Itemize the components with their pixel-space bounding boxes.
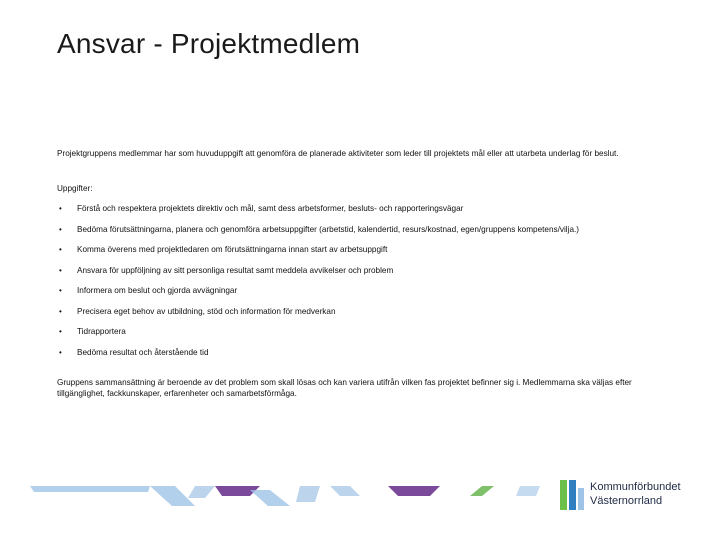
list-item — [57, 224, 667, 245]
bullet: • — [59, 204, 62, 213]
stripe-shape — [250, 490, 290, 506]
task-text: Bedöma resultat och återstående tid — [77, 347, 209, 357]
slide-body — [57, 148, 667, 399]
task-text: Informera om beslut och gjorda avvägningar — [77, 286, 238, 295]
list-item — [57, 244, 667, 265]
list-item — [57, 285, 667, 306]
list-item — [57, 326, 667, 347]
list-item — [57, 203, 667, 224]
outro-paragraph: Gruppens sammansättning är beroende av det problem som skall lösas och kan variera utifrån vilken fas projektet befinner sig i. Medlemmarna ska väljas efter tillgänglighet, fackkunskaper, erfarenheter och samarbetsförmåga. — [57, 378, 632, 398]
bullet: • — [59, 306, 62, 316]
stripe-shape — [188, 486, 215, 498]
logo-line-2: Västernorrland — [590, 495, 663, 507]
stripe-shape — [516, 486, 540, 496]
intro-paragraph: Projektgruppens medlemmar har som huvuduppgift att genomföra de planerade aktiviteter som leder till projektets mål eller att utarbeta underlag för beslut. — [57, 149, 619, 158]
list-item — [57, 265, 667, 286]
stripe-shape — [388, 486, 440, 496]
stripe-shape — [150, 486, 195, 506]
list-item — [57, 306, 667, 327]
tasks-heading: Uppgifter: — [57, 184, 93, 193]
stripe-shape — [330, 486, 360, 496]
bullet: • — [59, 347, 62, 357]
bullet: • — [59, 245, 62, 254]
task-text: Bedöma förutsättningarna, planera och genomföra arbetsuppgifter (arbetstid, kalendertid, resurs/kostnad, egen/gruppens kompetens/vilja.) — [77, 224, 580, 234]
list-item — [57, 347, 667, 368]
stripe-shape — [470, 486, 494, 496]
task-text: Komma överens med projektledaren om förutsättningarna innan start av arbetsuppgift — [77, 245, 388, 254]
task-list — [57, 203, 667, 367]
task-text: Precisera eget behov av utbildning, stöd och information för medverkan — [77, 306, 336, 316]
task-text: Ansvara för uppföljning av sitt personliga resultat samt meddela avvikelser och problem — [77, 265, 394, 275]
stripe-shape — [30, 486, 150, 492]
stripe-shape — [296, 486, 320, 502]
slide-title: Ansvar - Projektmedlem — [57, 28, 361, 59]
task-text: Tidrapportera — [77, 327, 126, 336]
task-text: Förstå och respektera projektets direktiv och mål, samt dess arbetsformer, besluts- och rapporteringsvägar — [77, 204, 464, 213]
logo-text — [590, 480, 681, 508]
logo-line-1: Kommunförbundet — [590, 481, 681, 493]
logo-mark-icon — [560, 478, 586, 512]
bullet: • — [59, 327, 62, 336]
bullet: • — [59, 286, 62, 295]
bullet: • — [59, 224, 62, 234]
organization-logo — [560, 478, 710, 514]
bullet: • — [59, 265, 62, 275]
